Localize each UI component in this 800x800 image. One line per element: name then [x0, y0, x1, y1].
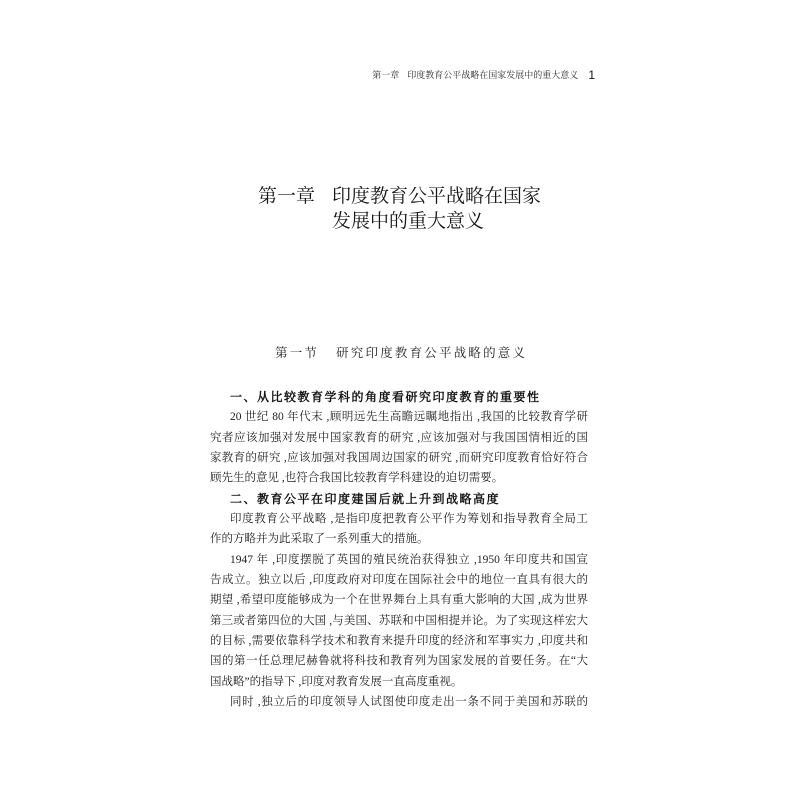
section-heading — [275, 343, 527, 363]
running-header-title: 印度教育公平战略在国家发展中的重大意义 — [407, 70, 579, 80]
chapter-heading — [258, 184, 541, 234]
paragraph-line: 国的第一任总理尼赫鲁就将科技和教育列为国家发展的首要任务。在“大 — [210, 655, 588, 668]
paragraph — [210, 407, 588, 488]
subheading: 二、教育公平在印度建国后就上升到战略高度 — [230, 491, 501, 506]
paragraph-line: 顾先生的意见 ,也符合我国比较教育学科建设的迫切需要。 — [210, 472, 504, 485]
subsection — [210, 489, 588, 713]
page-number: 1 — [588, 68, 595, 82]
paragraph-line: 国战略”的指导下 ,印度对教育发展一直高度重视。 — [210, 675, 463, 688]
paragraph-line: 的目标 ,需要依靠科学技术和教育来提升印度的经济和军事实力 ,印度共和 — [210, 634, 588, 647]
subsection — [210, 387, 588, 489]
paragraph — [210, 692, 588, 712]
paragraph-line: 印度教育公平战略 ,是指印度把教育公平作为筹划和指导教育全局工 — [230, 512, 588, 525]
chapter-label: 第一章 — [258, 186, 316, 207]
paragraph-line: 作的方略并为此采取了一系列重大的措施。 — [210, 533, 429, 546]
paragraph-line: 同时 ,独立后的印度领导人试图使印度走出一条不同于美国和苏联的 — [230, 695, 588, 708]
chapter-title-line: 发展中的重大意义 — [332, 211, 485, 232]
running-header-chapter: 第一章 — [372, 70, 400, 80]
paragraph-line: 1947 年 ,印度摆脱了英国的殖民统治获得独立 ,1950 年印度共和国宣 — [230, 553, 588, 566]
chapter-title-line: 印度教育公平战略在国家 — [332, 186, 542, 207]
chapter-title — [332, 184, 541, 234]
section-title: 研究印度教育公平战略的意义 — [336, 346, 528, 360]
subheading: 一、从比较教育学科的角度看研究印度教育的重要性 — [230, 390, 541, 404]
paragraph-line: 告成立。独立以后 ,印度政府对印度在国际社会中的地位一直具有很大的 — [210, 573, 588, 586]
body-text — [210, 387, 588, 712]
paragraph — [210, 550, 588, 692]
paragraph-line: 20 世纪 80 年代末 ,顾明远先生高瞻远瞩地指出 ,我国的比较教育学研 — [230, 411, 588, 424]
paragraph — [210, 509, 588, 550]
running-header — [372, 68, 595, 82]
paragraph-line: 究者应该加强对发展中国家教育的研究 ,应该加强对与我国国情相近的国 — [210, 431, 588, 444]
paragraph-line: 第三或者第四位的大国 ,与美国、苏联和中国相提并论。为了实现这样宏大 — [210, 614, 588, 627]
paragraph-line: 家教育的研究 ,应该加强对我国周边国家的研究 ,而研究印度教育恰好符合 — [210, 451, 588, 464]
paragraph-line: 期望 ,希望印度能够成为一个在世界舞台上具有重大影响的大国 ,成为世界 — [210, 594, 588, 607]
section-label: 第一节 — [275, 346, 320, 360]
